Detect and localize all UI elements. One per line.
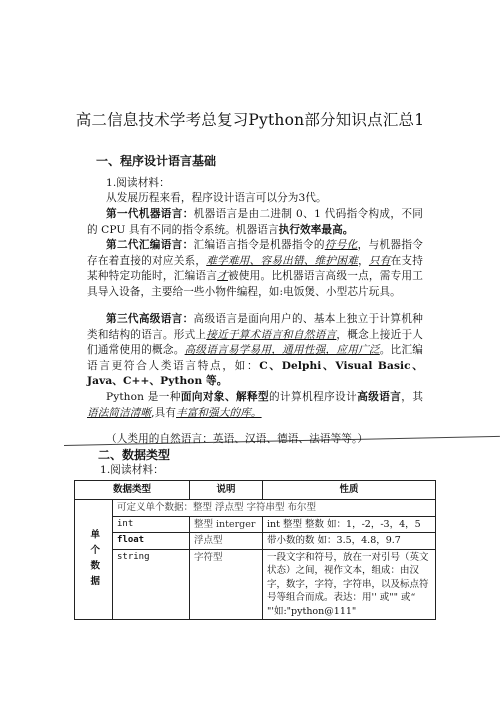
cell-desc-int: 整型 interger bbox=[190, 516, 263, 533]
python-text-c: 的计算机程序设计 bbox=[269, 391, 358, 403]
gen1-bold: 执行效率最高。 bbox=[278, 223, 354, 236]
python-text-a: Python 是一种 bbox=[106, 391, 181, 403]
gen3-label: 第三代高级语言： bbox=[106, 313, 194, 325]
python-text-d: ，其 bbox=[401, 391, 424, 403]
gen2-underline-4: 才 bbox=[217, 270, 228, 283]
cell-desc-float: 浮点型 bbox=[190, 533, 263, 550]
gen3-underline-1: 接近于算术语言和自然语言 bbox=[206, 328, 337, 341]
gen3-bold: C、Delphi、Visual Basic、Java、C++、Python 等。 bbox=[87, 359, 423, 388]
page-title: 高二信息技术学考总复习Python部分知识点汇总1 bbox=[75, 111, 425, 129]
gen1-paragraph bbox=[87, 207, 423, 238]
single-data-label: 单个数据 bbox=[75, 500, 113, 620]
gen2-underline-2: 难学难用、容易出错、维护困难 bbox=[206, 254, 359, 267]
table-header-row bbox=[75, 481, 436, 500]
gen3-text-c: 。比汇编语言更符合人类语言特点，如： bbox=[87, 344, 423, 372]
python-text-e: ,具有 bbox=[151, 406, 177, 419]
gen2-text-a: 汇编语言指令是机器指令的 bbox=[193, 239, 325, 251]
gen2-text-e: 被使用。比机器语言高级一点，需专用工具导入设备，主要给一些小物件编程，如:电饭煲、小型芯片玩具。 bbox=[87, 270, 423, 298]
cell-desc-string: 字符型 bbox=[190, 549, 263, 620]
python-underline-2: 丰富和强大的库。 bbox=[176, 406, 262, 419]
data-type-table bbox=[74, 480, 436, 620]
gen2-text-b: ，与机器指令存在着直接的对应关系， bbox=[87, 239, 423, 267]
cell-type-string: string bbox=[113, 549, 190, 620]
header-description: 说明 bbox=[190, 481, 263, 500]
cell-prop-string: 一段文字和符号，放在一对引号（英文状态）之间，视作文本，组成：由汉字，数字，字符，字符串，以及标点符号等组合而成。表达：用'' 或"" 或“ "'如:"python@111" bbox=[263, 549, 436, 620]
table-top-row: 可定义单个数据：整型 浮点型 字符串型 布尔型 bbox=[113, 500, 436, 517]
gen2-underline-1: 符号化 bbox=[324, 239, 358, 251]
header-data-type: 数据类型 bbox=[75, 481, 190, 500]
gen2-text-d: 在支持某种特定功能时，汇编语言 bbox=[87, 254, 423, 283]
read-label-2: 1.阅读材料： bbox=[100, 464, 164, 476]
header-property: 性质 bbox=[263, 481, 436, 500]
gen2-label: 第二代汇编语言： bbox=[106, 239, 194, 251]
section-heading-1: 一、程序设计语言基础 bbox=[96, 154, 217, 168]
gen3-underline-2: 高级语言易学易用，通用性强，应用广泛 bbox=[184, 344, 380, 357]
cell-type-int: int bbox=[113, 516, 190, 533]
gen2-paragraph bbox=[87, 238, 423, 300]
table-row bbox=[75, 500, 436, 517]
table-row bbox=[75, 516, 436, 533]
gen3-text-a: 高级语言是面向用户的、基本上独立于计算机种类和结构的语言。形式上 bbox=[87, 313, 423, 341]
python-paragraph bbox=[87, 390, 423, 421]
gen3-text-b: ，概念上接近于人们通常使用的概念。 bbox=[87, 328, 423, 357]
gen2-underline-3: 只有 bbox=[368, 254, 391, 267]
gen3-paragraph bbox=[87, 312, 423, 390]
natural-language-note: （人类用的自然语言：英语、汉语、德语、法语等等。） bbox=[106, 433, 369, 445]
gen1-text: 机器语言是由二进制 0、1 代码指令构成，不同的 CPU 具有不同的指令系统。机器语言 bbox=[87, 208, 423, 236]
table-row bbox=[75, 549, 436, 620]
cell-prop-float: 带小数的数 如：3.5，4.8，9.7 bbox=[263, 533, 436, 550]
section-heading-2: 二、数据类型 bbox=[98, 448, 171, 462]
python-bold-1: 面向对象、解释型 bbox=[180, 391, 270, 403]
python-bold-2: 高级语言 bbox=[357, 391, 402, 403]
cell-type-float: float bbox=[113, 533, 190, 550]
gen2-text-c: ， bbox=[358, 254, 369, 267]
gen1-label: 第一代机器语言： bbox=[106, 208, 194, 220]
cell-prop-int: int 整型 整数 如：1，-2，-3，4，5 bbox=[263, 516, 436, 533]
intro-paragraph: 从发展历程来看，程序设计语言可以分为3代。 bbox=[106, 192, 327, 204]
python-underline-1: 语法简洁清晰 bbox=[87, 406, 152, 419]
table-row bbox=[75, 533, 436, 550]
read-label-1: 1.阅读材料： bbox=[106, 177, 170, 189]
